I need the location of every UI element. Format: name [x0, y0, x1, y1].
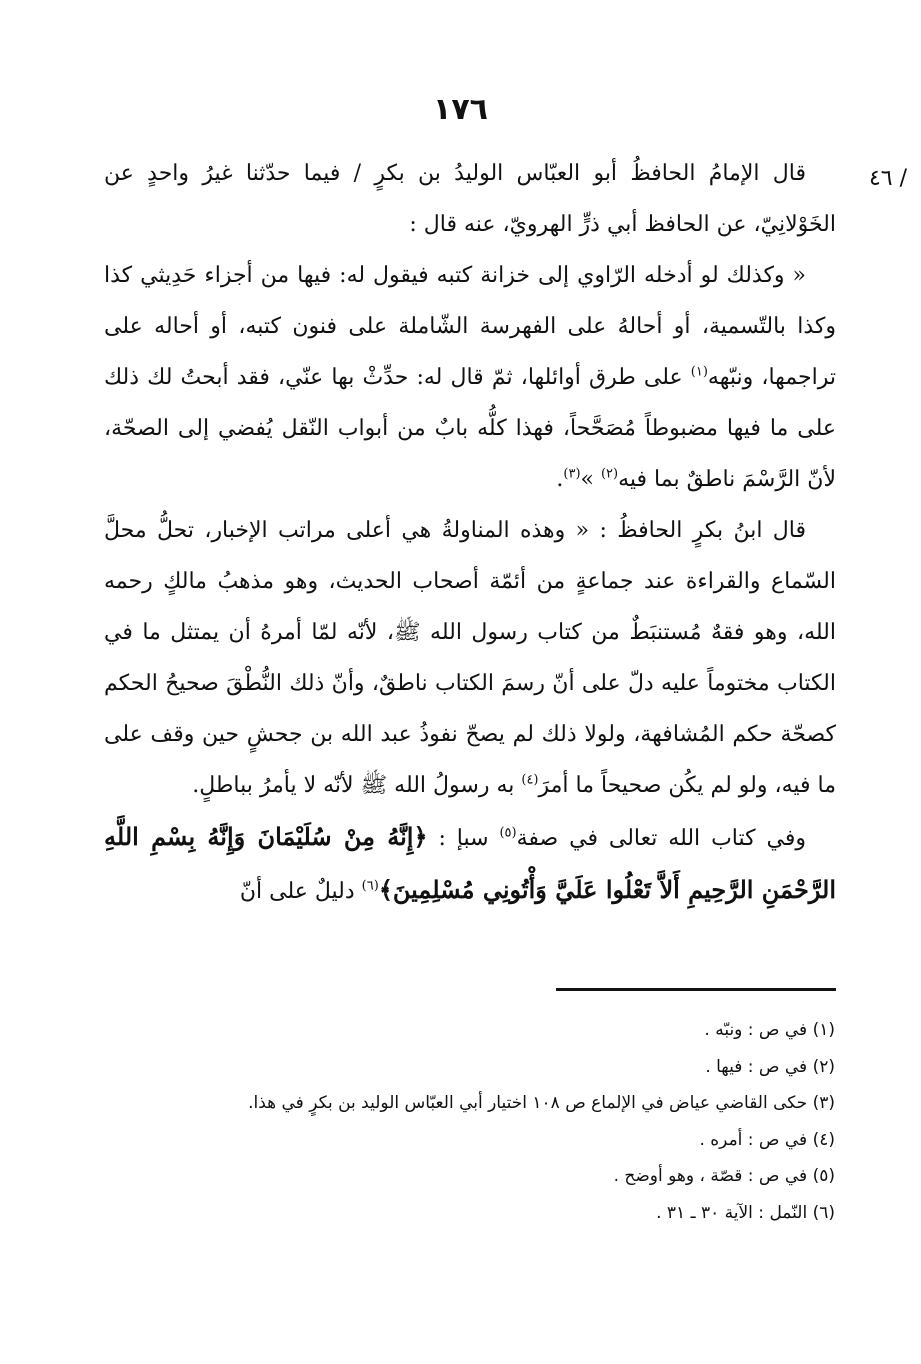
paragraph-2-text-b: على طرق أوائلها، ثمّ قال له: حدِّثْ بها عنّي، فقد أبحتُ لك ذلك على ما فيها مضبوطاً مُصَحَّحاً، فهذا كلُّه بابٌ من أبواب النّقل يُفضي إلى الصحّة، لأنّ الرَّسْمَ ناطقٌ بما فيه — [104, 365, 836, 492]
paragraph-2 — [104, 250, 836, 505]
main-text — [104, 148, 836, 917]
paragraph-2-text-c: » — [580, 467, 601, 492]
footnote-ref-4: (٤) — [521, 772, 539, 788]
paragraph-4-text-c: دليلٌ على أنّ — [239, 879, 362, 904]
paragraph-3-text-a: قال ابنُ بكرٍ الحافظُ : « وهذه المناولةُ هي أعلى مراتب الإخبار، تحلُّ محلَّ السّماع والقراءة عند جماعةٍ من أئمّة أصحاب الحديث، وهو مذهبُ مالكٍ رحمه الله، وهو فقهٌ مُستنبَطٌ من كتاب رسول الله ﷺ، لأنّه لمّا أمرهُ أن يمتثل ما في الكتاب مختوماً عليه دلّ على أنّ رسمَ الكتاب ناطقٌ، وأنّ ذلك النُّطْقَ صحيحُ الحكم كصحّة حكم المُشافهة، ولولا ذلك لم يصحّ نفوذُ عبد الله بن جحشٍ حين وقف على ما فيه، ولو لم يكُن صحيحاً ما أمرَ — [104, 518, 836, 798]
footnote-3: (٣) حكى القاضي عياض في الإلماع ص ١٠٨ اختيار أبي العبّاس الوليد بن بكرٍ في هذا. — [248, 1093, 835, 1113]
footnotes — [100, 1012, 835, 1231]
footnote-ref-3: (٣) — [563, 466, 581, 482]
footnote-ref-5: (٥) — [499, 825, 517, 841]
footnote-ref-6: (٦) — [361, 878, 379, 894]
footnote-6: (٦) النّمل : الآية ٣٠ ـ ٣١ . — [656, 1202, 835, 1223]
footnote-ref-2: (٢) — [600, 466, 619, 482]
footnote-1: (١) في ص : ونبّه . — [704, 1020, 835, 1040]
footnote-ref-1: (١) — [690, 364, 708, 380]
quran-verse: ﴿إِنَّهُ مِنْ سُلَيْمَانَ وَإِنَّهُ بِسْمِ اللَّهِ الرَّحْمَنِ الرَّحِيمِ أَلاَّ تَعْلُوا عَلَيَّ وَأْتُونِي مُسْلِمِينَ﴾ — [104, 822, 836, 904]
paragraph-4-text-a: وفي كتاب الله تعالى في صفة — [516, 826, 806, 851]
paragraph-3 — [104, 505, 836, 811]
paragraph-1: قال الإمامُ الحافظُ أبو العبّاس الوليدُ بن بكرٍ / فيما حدّثنا غيرُ واحدٍ عن الخَوْلانِيّ، عن الحافظ أبي ذرٍّ الهرويّ، عنه قال : — [104, 161, 836, 237]
margin-folio-note: / ٤٦ — [868, 166, 907, 191]
paragraph-4-text-b: سبإ : — [427, 826, 500, 851]
footnote-5: (٥) في ص : قصّة ، وهو أوضح . — [613, 1166, 835, 1186]
footnote-separator — [556, 988, 836, 991]
footnote-2: (٢) في ص : فيها . — [705, 1056, 835, 1077]
paragraph-2-text-a: « وكذلك لو أدخله الرّاوي إلى خزانة كتبه فيقول له: فيها من أجزاء حَدِيثي كذا وكذا بالتّسمية، أو أحالهُ على الفهرسة الشّاملة على فنون كتبه، أو أحاله على تراجمها، ونبّهه — [104, 263, 837, 390]
paragraph-2-text-d: . — [556, 467, 564, 492]
paragraph-4 — [104, 811, 836, 917]
page-number: ١٧٦ — [433, 92, 488, 127]
paragraph-3-text-b: به رسولُ الله ﷺ لأنّه لا يأمرُ بباطلٍ. — [192, 773, 522, 798]
footnote-4: (٤) في ص : أمره . — [699, 1129, 835, 1150]
